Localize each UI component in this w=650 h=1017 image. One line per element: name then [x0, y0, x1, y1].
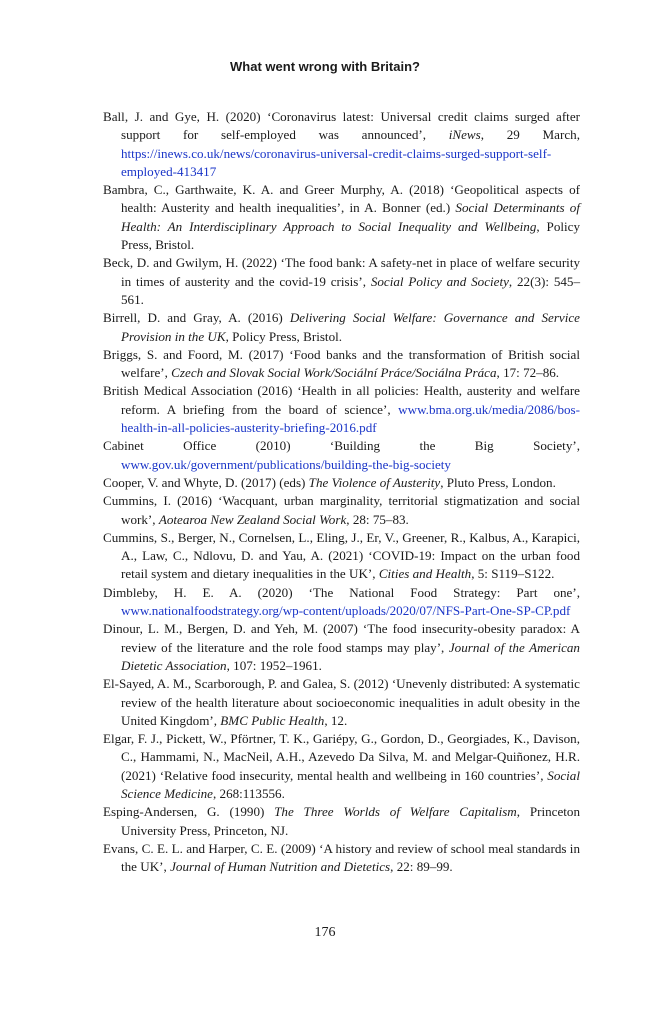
reference-entry — [103, 492, 580, 529]
reference-text: , 17: 72–86. — [496, 365, 560, 381]
reference-title: Social Science Medicine — [121, 767, 580, 801]
reference-entry — [103, 803, 580, 840]
reference-text: Ball, J. and Gye, H. (2020) ‘Coronavirus latest: Universal credit claims surged after support for self-employed was announced’, — [103, 109, 580, 143]
reference-title: Journal of the American Dietetic Association — [121, 639, 580, 673]
reference-link[interactable]: www.bma.org.uk/media/2086/bos-health-in-all-policies-austerity-briefing-2016.pdf — [121, 401, 580, 436]
reference-entry — [103, 474, 580, 492]
reference-title: Aotearoa New Zealand Social Work — [158, 511, 347, 527]
reference-text: Cummins, S., Berger, N., Cornelsen, L., Eling, J., Er, V., Greener, R., Kalbus, A., Karapici, A., Law, C., Ndlovu, D. and Yau, A. (2021) ‘COVID-19: Impact on the urban food retail system and dietary inequalities in the UK’, — [103, 529, 580, 582]
reference-text: Dinour, L. M., Bergen, D. and Yeh, M. (2007) ‘The food insecurity-obesity paradox: A review of the literature and the role food stamps may play’, — [103, 621, 580, 655]
reference-text: , 12. — [324, 712, 348, 728]
reference-text: El-Sayed, A. M., Scarborough, P. and Galea, S. (2012) ‘Unevenly distributed: A systematic review of the health literature about socioeconomic inequalities in adult obesity in the United Kingdom’, — [103, 676, 580, 728]
reference-entry — [103, 382, 580, 437]
reference-entry — [103, 529, 580, 584]
reference-title: Social Policy and Society — [370, 273, 509, 289]
reference-title: The Three Worlds of Welfare Capitalism — [274, 804, 517, 820]
reference-text: Dimbleby, H. E. A. (2020) ‘The National Food Strategy: Part one’, — [103, 584, 580, 600]
reference-text: Esping-Andersen, G. (1990) — [103, 804, 275, 820]
reference-text: Evans, C. E. L. and Harper, C. E. (2009) ‘A history and review of school meal standards in the UK’, — [103, 840, 580, 875]
reference-link[interactable]: https://inews.co.uk/news/coronavirus-universal-credit-claims-surged-support-self-employed-413417 — [121, 145, 552, 179]
reference-list — [103, 108, 580, 876]
reference-text: , 22(3): 545–561. — [121, 273, 581, 307]
reference-text: Briggs, S. and Foord, M. (2017) ‘Food banks and the transformation of British social welfare’, — [103, 346, 580, 381]
reference-title: Cities and Health — [378, 566, 472, 582]
reference-text: , Policy Press, Bristol. — [121, 218, 580, 253]
reference-entry — [103, 437, 580, 474]
reference-link[interactable]: www.gov.uk/government/publications/building-the-big-society — [121, 456, 451, 472]
reference-text: , 29 March, — [480, 127, 580, 143]
reference-text: Cummins, I. (2016) ‘Wacquant, urban marginality, territorial stigmatization and social work’, — [103, 493, 580, 527]
reference-title: Journal of Human Nutrition and Dietetics — [170, 859, 391, 875]
reference-title: Delivering Social Welfare: Governance and Service Provision in the UK — [121, 310, 580, 344]
reference-entry — [103, 620, 580, 675]
reference-link[interactable]: www.nationalfoodstrategy.org/wp-content/uploads/2020/07/NFS-Part-One-SP-CP.pdf — [121, 603, 571, 619]
reference-entry — [103, 730, 580, 803]
reference-text: Cooper, V. and Whyte, D. (2017) (eds) — [103, 474, 309, 490]
reference-text: , 22: 89–99. — [390, 859, 453, 875]
reference-text: , Policy Press, Bristol. — [225, 328, 343, 344]
reference-entry — [103, 309, 580, 346]
reference-title: iNews — [448, 127, 481, 143]
reference-entry — [103, 346, 580, 383]
reference-entry — [103, 675, 580, 730]
reference-title: BMC Public Health — [220, 712, 325, 728]
reference-text: Cabinet Office (2010) ‘Building the Big Society’, — [103, 438, 580, 454]
reference-entry — [103, 108, 580, 181]
reference-text: , 107: 1952–1961. — [226, 657, 322, 673]
running-header: What went wrong with Britain? — [230, 59, 420, 74]
reference-entry — [103, 181, 580, 254]
reference-text: Birrell, D. and Gray, A. (2016) — [103, 310, 290, 326]
reference-text: Bambra, C., Garthwaite, K. A. and Greer Murphy, A. (2018) ‘Geopolitical aspects of health: Austerity and health inequalities’, in A. Bonner (ed.) — [103, 182, 580, 216]
reference-text: , Princeton University Press, Princeton, NJ. — [121, 804, 580, 838]
reference-text: , 28: 75–83. — [346, 511, 409, 527]
reference-title: Social Determinants of Health: An Interdisciplinary Approach to Social Inequality and Wellbeing — [121, 200, 580, 234]
reference-text: Beck, D. and Gwilym, H. (2022) ‘The food bank: A safety-net in place of welfare security in times of austerity and the covid-19 crisis’, — [103, 255, 580, 289]
reference-entry — [103, 584, 580, 621]
reference-text: Elgar, F. J., Pickett, W., Pförtner, T. K., Gariépy, G., Gordon, D., Georgiades, K., Davison, C., Hammami, N., MacNeil, A.H., Azevedo Da Silva, M. and Melgar-Quiñonez, H.R. (2021) ‘Relative food insecurity, mental health and wellbeing in 160 countries’, — [103, 731, 580, 783]
reference-text: , 268:113556. — [212, 785, 285, 801]
reference-title: The Violence of Austerity — [308, 474, 441, 490]
page-number: 176 — [314, 925, 336, 940]
reference-text: , 5: S119–S122. — [471, 566, 555, 582]
reference-title: Czech and Slovak Social Work/Sociální Práce/Sociálna Práca — [171, 365, 497, 381]
reference-entry — [103, 840, 580, 877]
reference-entry — [103, 254, 580, 309]
reference-text: , Pluto Press, London. — [440, 474, 556, 490]
reference-text: British Medical Association (2016) ‘Health in all policies: Health, austerity and welfare reform. A briefing from the board of science’, — [103, 383, 580, 417]
